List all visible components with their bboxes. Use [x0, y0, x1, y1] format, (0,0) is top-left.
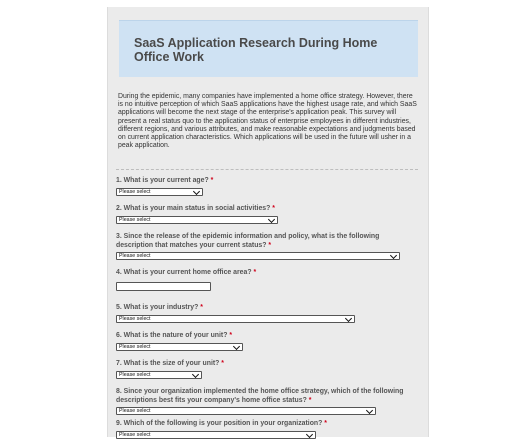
- question-7-label: 7. What is the size of your unit? *: [116, 360, 224, 367]
- chevron-down-icon: [306, 430, 313, 437]
- question-3-label: 3. Since the release of the epidemic information and policy, what is the following description that matches your current status? *: [116, 233, 380, 249]
- question-4: [116, 269, 416, 291]
- question-9-select[interactable]: Please select: [116, 431, 316, 439]
- survey-description: During the epidemic, many companies have implemented a home office strategy. However, there is no intuitive perception of which SaaS applications have the highest usage rate, and which SaaS applications will become the next stage of the enterprise's application peak. This survey will present a real status quo to the application status of enterprise employees in different industries, different regions, and various attributes, and make reasonable expectations and judgments based on current application characteristics. Which applications will be used in the future will usher in a peak application.: [118, 93, 417, 150]
- chevron-down-icon: [233, 342, 240, 349]
- question-5: [116, 304, 416, 323]
- required-mark: *: [229, 332, 233, 339]
- required-mark: *: [253, 269, 257, 276]
- chevron-down-icon: [345, 314, 352, 321]
- chevron-down-icon: [193, 187, 200, 194]
- question-6: [116, 332, 416, 351]
- question-2-label: 2. What is your main status in social activities? *: [116, 205, 275, 212]
- question-7: [116, 360, 416, 379]
- question-6-label: 6. What is the nature of your unit? *: [116, 332, 233, 339]
- required-mark: *: [268, 241, 272, 249]
- survey-sheet: [107, 7, 429, 437]
- question-8-label: 8. Since your organization implemented the home office strategy, which of the following descriptions best fits your company's home office status? *: [116, 388, 404, 404]
- question-8-select[interactable]: Please select: [116, 407, 376, 415]
- question-5-label: 5. What is your industry? *: [116, 304, 203, 311]
- required-mark: *: [272, 205, 275, 212]
- question-2-select[interactable]: Please select: [116, 216, 278, 224]
- chevron-down-icon: [192, 370, 199, 377]
- question-9: [116, 420, 416, 439]
- required-mark: *: [324, 420, 327, 427]
- question-3-select[interactable]: Please select: [116, 252, 400, 260]
- question-7-select[interactable]: Please select: [116, 371, 202, 379]
- survey-header: [119, 20, 418, 77]
- question-1-label: 1. What is your current age? *: [116, 177, 214, 184]
- chevron-down-icon: [390, 252, 397, 259]
- required-mark: *: [210, 177, 214, 184]
- required-mark: *: [308, 396, 312, 404]
- chevron-down-icon: [268, 215, 275, 222]
- survey-title: SaaS Application Research During Home Office Work: [134, 36, 378, 64]
- question-9-label: 9. Which of the following is your position in your organization? *: [116, 420, 327, 427]
- question-5-select[interactable]: Please select: [116, 315, 355, 323]
- chevron-down-icon: [366, 407, 373, 414]
- required-mark: *: [221, 360, 224, 367]
- question-4-input[interactable]: [116, 282, 211, 291]
- question-6-select[interactable]: Please select: [116, 343, 243, 351]
- required-mark: *: [200, 304, 203, 311]
- question-1-select[interactable]: Please select: [116, 188, 203, 196]
- question-1: [116, 177, 416, 196]
- section-divider: [116, 169, 418, 170]
- question-8: [116, 388, 416, 415]
- question-4-label: 4. What is your current home office area? *: [116, 269, 257, 276]
- question-3: [116, 233, 416, 260]
- question-2: [116, 205, 416, 224]
